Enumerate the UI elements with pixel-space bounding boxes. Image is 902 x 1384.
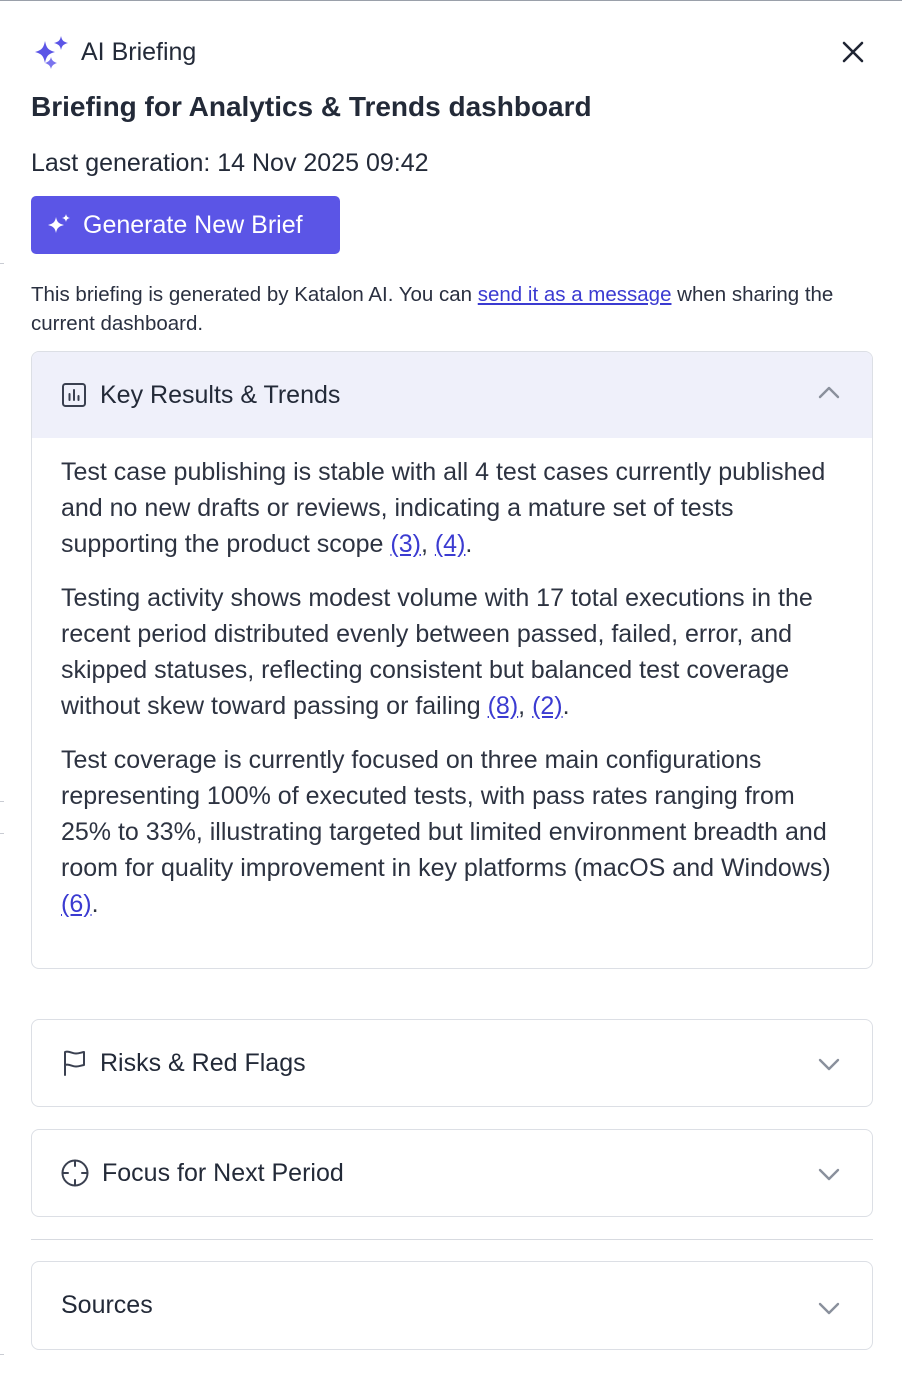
focus-header[interactable] [32,1130,872,1216]
key-results-paragraph [61,454,842,562]
crosshair-icon [60,1158,90,1188]
sources-label: Sources [61,1290,153,1319]
paragraph-text: Test coverage is currently focused on three main configurations representing 100% of executed tests, with pass rates ranging from 25% to 33%, illustrating targeted but limited environment breadth and room for quality improvement in key platforms (macOS and Windows) [61,746,831,882]
risks-header[interactable] [32,1020,872,1106]
ref-terminator: . [562,692,570,720]
key-results-paragraph [61,580,842,724]
ref-separator: , [518,692,533,720]
source-reference-link[interactable]: (2) [532,692,563,720]
source-reference-link[interactable]: (4) [434,530,466,558]
note-prefix: This briefing is generated by Katalon AI. You can [31,283,478,306]
flag-icon [60,1049,88,1077]
edge-tick [0,833,4,834]
key-results-body [32,438,872,952]
key-results-paragraph [61,742,842,922]
chevron-down-icon[interactable] [818,1058,840,1072]
bar-chart-icon [60,381,88,409]
key-results-section [31,351,873,969]
edge-tick [0,263,4,264]
ref-terminator: . [465,530,473,558]
ref-terminator: . [91,890,99,918]
section-divider [31,1239,873,1240]
sources-section [31,1261,873,1350]
last-generation-timestamp: Last generation: 14 Nov 2025 09:42 [31,149,429,177]
source-reference-link[interactable]: (3) [390,530,421,558]
note-suffix: when sharing the current dashboard. [31,283,834,335]
focus-section [31,1129,873,1217]
sources-header[interactable] [32,1262,872,1348]
generate-new-brief-button[interactable] [31,196,340,254]
focus-label: Focus for Next Period [102,1158,344,1187]
key-results-label: Key Results & Trends [100,380,341,409]
close-icon[interactable] [840,39,866,65]
panel-header [31,33,196,71]
key-results-header[interactable] [32,352,872,438]
chevron-up-icon[interactable] [818,385,840,399]
paragraph-text: Testing activity shows modest volume with 17 total executions in the recent period distributed evenly between passed, failed, error, and skipped statuses, reflecting consistent but balanced test coverage without skew toward passing or failing [61,584,813,720]
ref-separator: , [420,530,435,558]
ai-sparkle-icon [31,33,73,71]
risks-label: Risks & Red Flags [100,1048,306,1077]
send-as-message-link[interactable]: send it as a message [477,283,672,306]
paragraph-text: Test case publishing is stable with all 4 test cases currently published and no new drafts or reviews, indicating a mature set of tests supporting the product scope [61,458,826,558]
briefing-note [31,280,871,338]
sparkle-icon [45,211,73,239]
briefing-title: Briefing for Analytics & Trends dashboard [31,91,592,122]
source-reference-link[interactable]: (8) [487,692,519,720]
generate-new-brief-label: Generate New Brief [83,210,303,239]
edge-tick [0,1354,4,1355]
risks-section [31,1019,873,1107]
edge-tick [0,801,4,802]
chevron-down-icon[interactable] [818,1168,840,1182]
chevron-down-icon[interactable] [818,1302,840,1316]
source-reference-link[interactable]: (6) [61,890,92,918]
panel-title: AI Briefing [81,37,197,66]
